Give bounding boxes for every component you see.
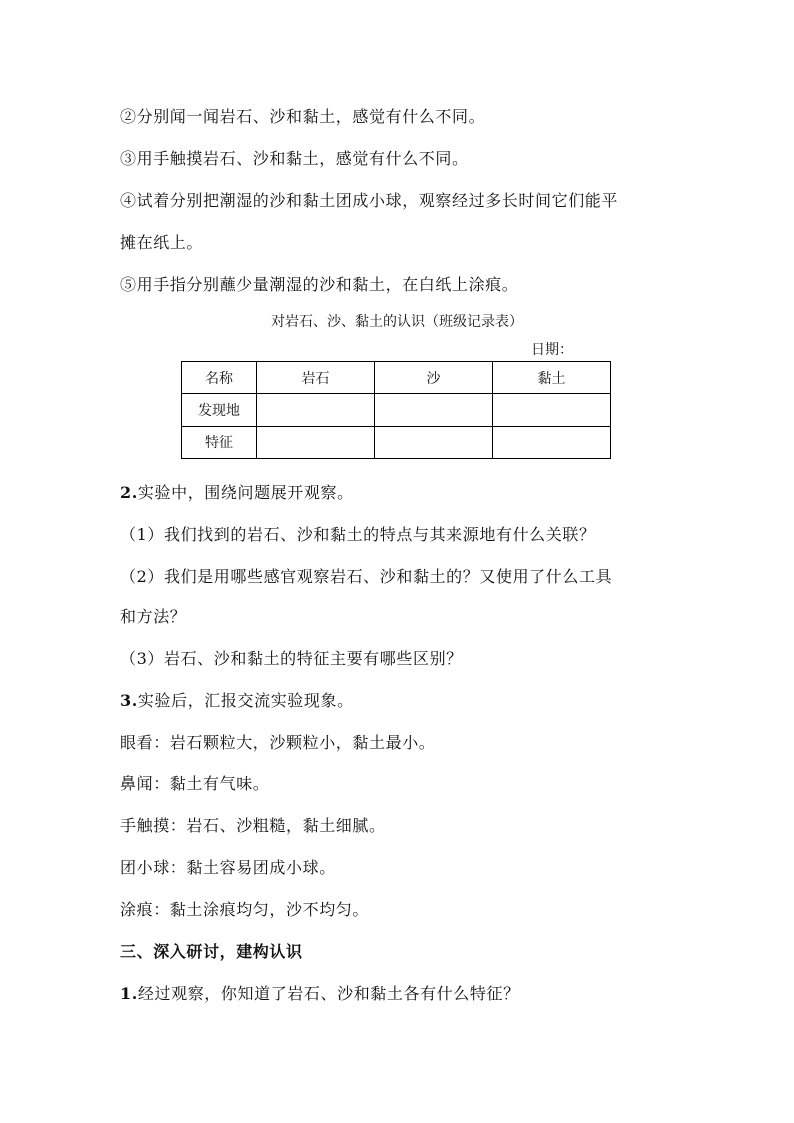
step-4-text-cont: 摊在纸上。 (120, 233, 204, 252)
step-2-text: ②分别闻一闻岩石、沙和黏土，感觉有什么不同。 (120, 107, 486, 126)
table-cell (375, 426, 493, 458)
table-cell (375, 394, 493, 426)
header-cell-sand: 沙 (375, 362, 493, 394)
table-cell (257, 394, 375, 426)
observation-touch: 手触摸：岩石、沙粗糙，黏土细腻。 (120, 816, 386, 835)
row-label-features: 特征 (182, 426, 257, 458)
table-cell (493, 394, 611, 426)
part-3-question-1-number: 1. (120, 984, 138, 1003)
section-2-heading (120, 482, 354, 504)
record-table (181, 361, 611, 459)
observation-nose: 鼻闻：黏土有气味。 (120, 774, 270, 793)
step-5-text: ⑤用手指分别蘸少量潮湿的沙和黏土，在白纸上涂痕。 (120, 275, 519, 294)
question-2-cont: 和方法？ (120, 607, 187, 626)
header-cell-clay: 黏土 (493, 362, 611, 394)
question-3: （3）岩石、沙和黏土的特征主要有哪些区别？ (120, 649, 463, 668)
observation-eye: 眼看：岩石颗粒大，沙颗粒小，黏土最小。 (120, 733, 436, 752)
part-3-question-1-text: 经过观察，你知道了岩石、沙和黏土各有什么特征？ (137, 984, 520, 1003)
date-label: 日期： (531, 342, 573, 358)
table-header-row (182, 362, 611, 394)
header-cell-rock: 岩石 (257, 362, 375, 394)
step-4-text: ④试着分别把潮湿的沙和黏土团成小球，观察经过多长时间它们能平 (120, 191, 619, 210)
section-2-number: 2. (120, 483, 138, 502)
question-2: （2）我们是用哪些感官观察岩石、沙和黏土的？又使用了什么工具 (120, 567, 613, 586)
section-3-text: 实验后，汇报交流实验现象。 (137, 691, 354, 710)
step-3-text: ③用手触摸岩石、沙和黏土，感觉有什么不同。 (120, 149, 469, 168)
question-1: （1）我们找到的岩石、沙和黏土的特点与其来源地有什么关联？ (120, 525, 596, 544)
observation-ball: 团小球：黏土容易团成小球。 (120, 858, 336, 877)
section-2-text: 实验中，围绕问题展开观察。 (137, 483, 354, 502)
table-cell (257, 426, 375, 458)
section-3-heading (120, 690, 354, 712)
table-caption: 对岩石、沙、黏土的认识（班级记录表） (271, 314, 523, 330)
section-3-number: 3. (120, 691, 138, 710)
part-3-question-1 (120, 983, 520, 1005)
table-row (182, 394, 611, 426)
table-row (182, 426, 611, 458)
row-label-location: 发现地 (182, 394, 257, 426)
header-cell-name: 名称 (182, 362, 257, 394)
observation-smear: 涂痕：黏土涂痕均匀，沙不均匀。 (120, 900, 370, 919)
part-3-title: 三、深入研讨，建构认识 (120, 942, 303, 961)
table-cell (493, 426, 611, 458)
